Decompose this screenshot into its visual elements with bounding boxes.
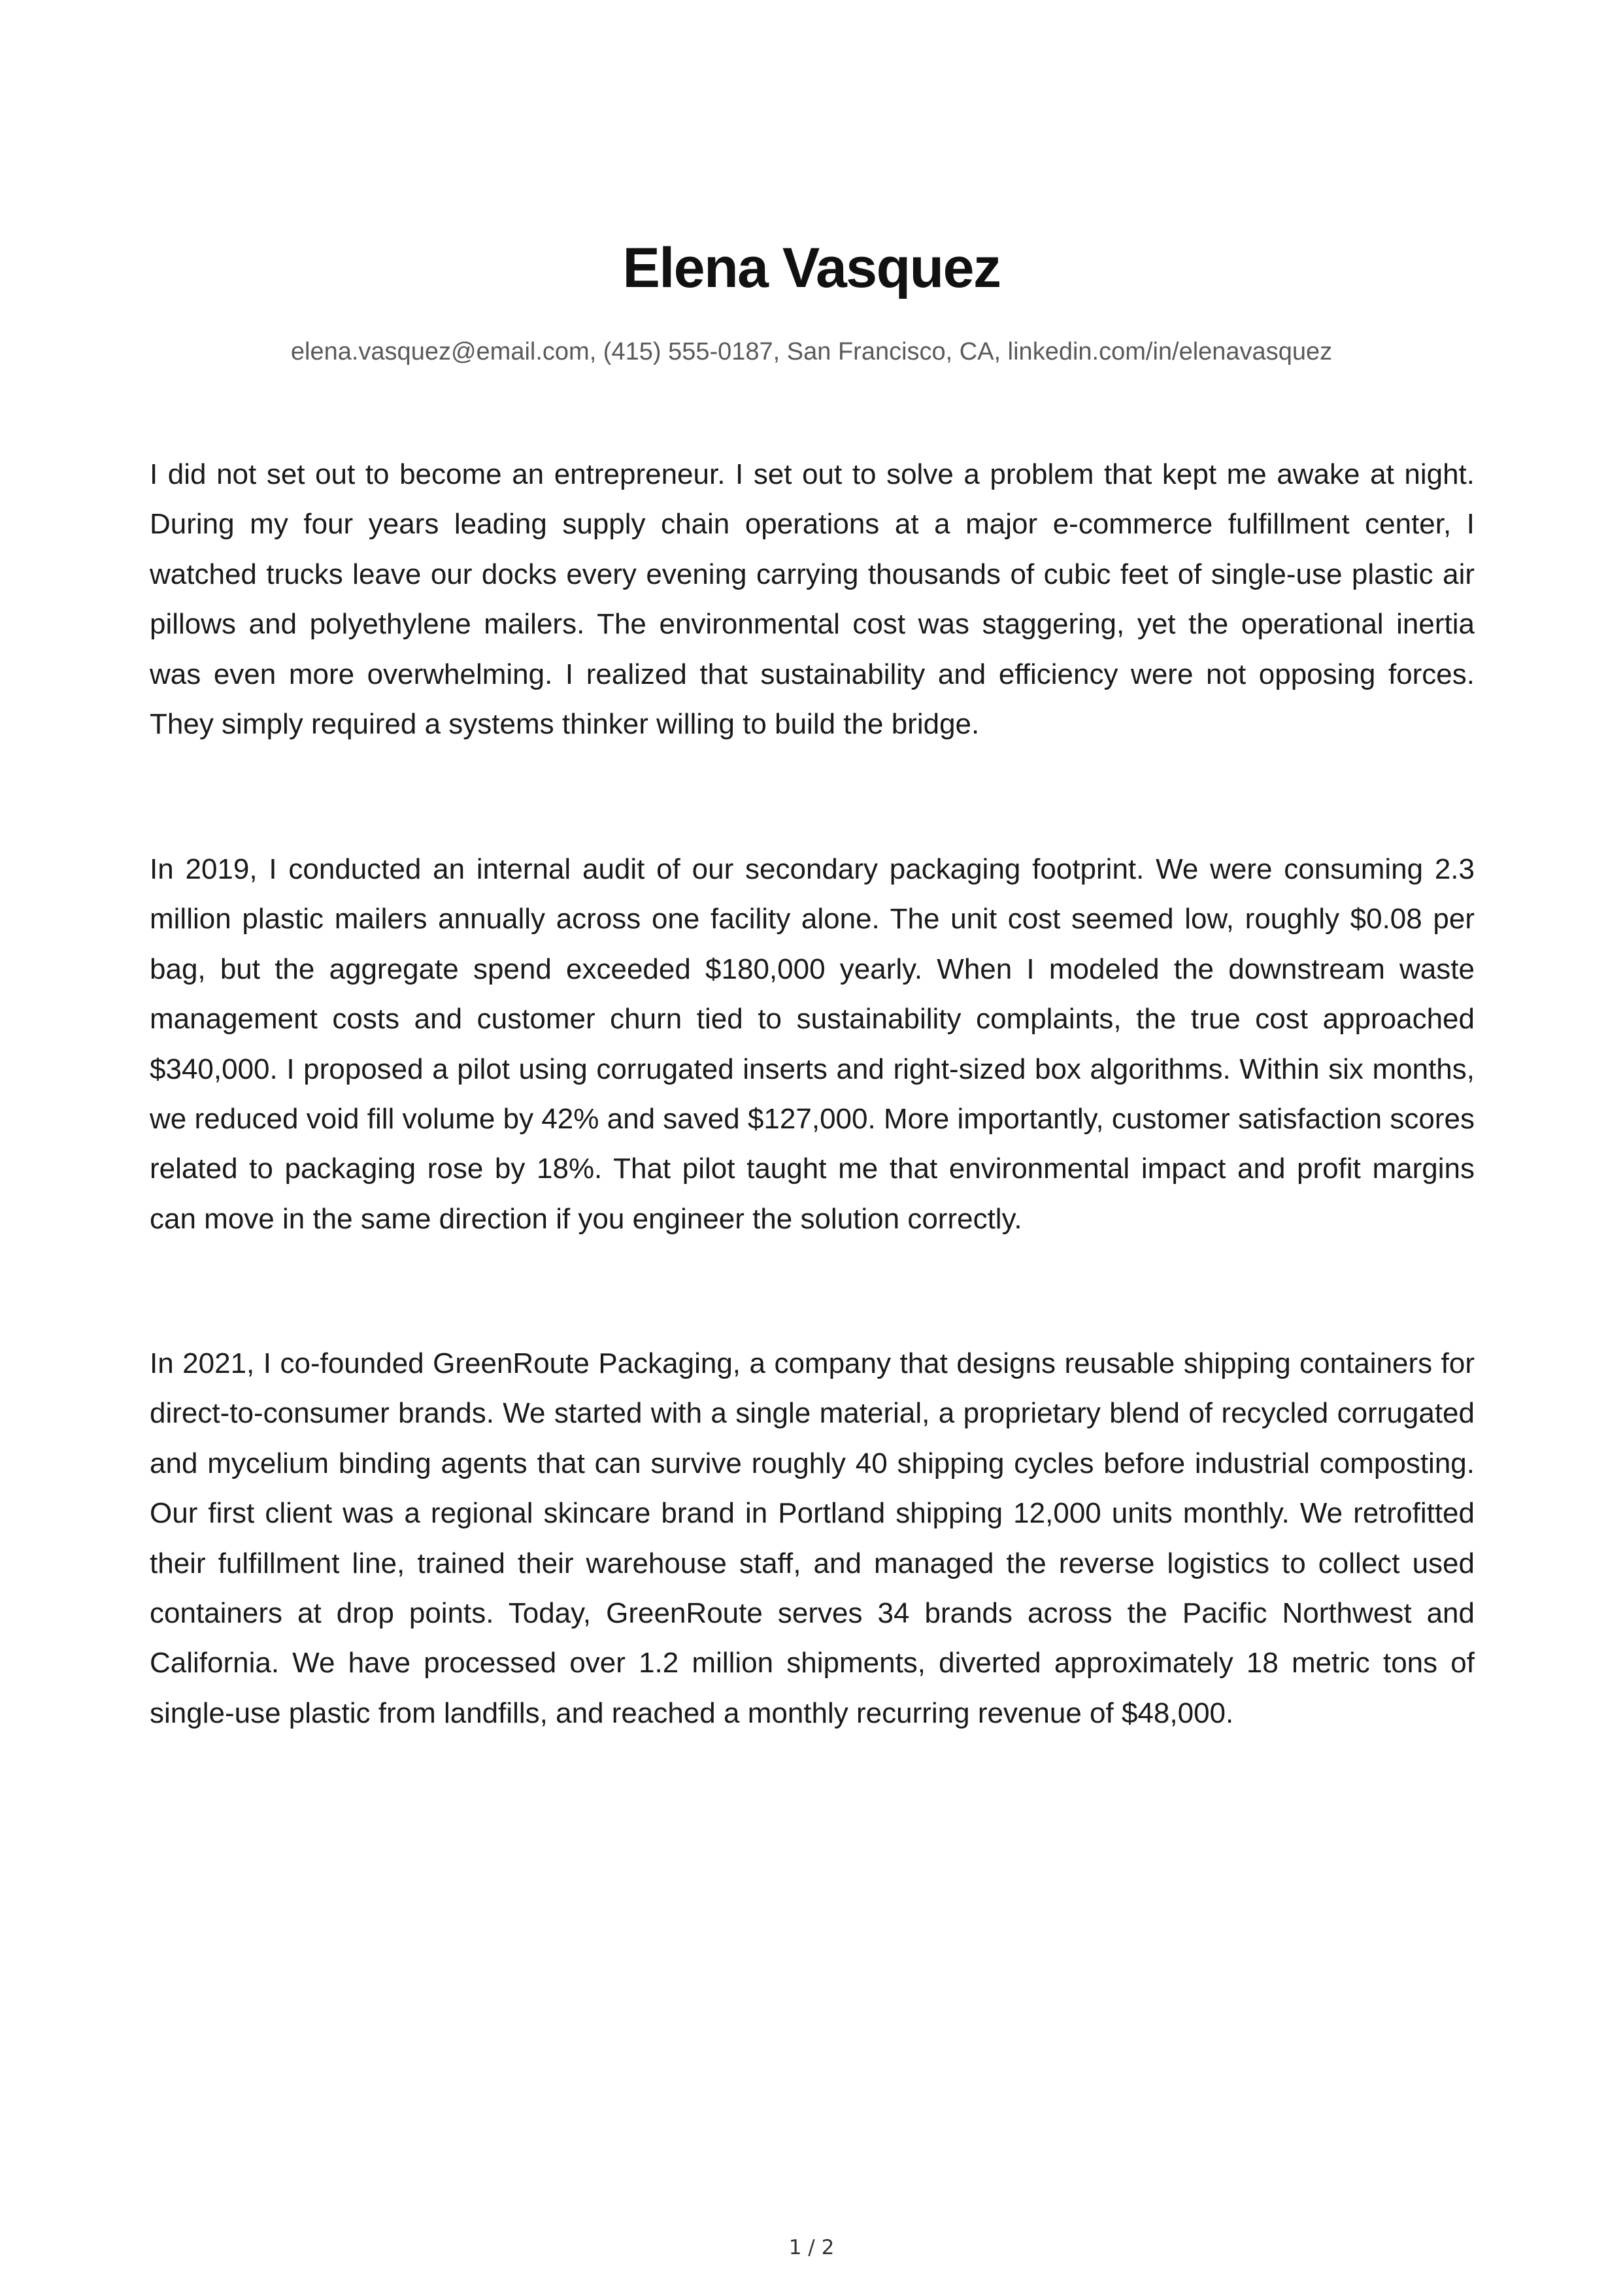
paragraph-2: In 2019, I conducted an internal audit of our secondary packaging footprint. We were consuming 2.3 million plastic mailers annually across one facility alone. The unit cost seemed low, roughly $0.08 per bag, but the aggregate spend exceeded $180,000 yearly. When I modeled the downstream waste management costs and customer churn tied to sustainability complaints, the true cost approached $340,000. I proposed a pilot using corrugated inserts and right-sized box algorithms. Within six months, we reduced void fill volume by 42% and saved $127,000. More importantly, customer satisfaction scores related to packaging rose by 18%. That pilot taught me that environmental impact and profit margins can move in the same direction if you engineer the solution correctly. xyxy=(150,853,1475,1235)
contact-info: elena.vasquez@email.com, (415) 555-0187, San Francisco, CA, linkedin.com/in/elenavasquez xyxy=(290,338,1333,365)
page-number: 1 / 2 xyxy=(788,2236,835,2259)
author-name: Elena Vasquez xyxy=(622,237,1001,299)
paragraph-1: I did not set out to become an entrepreneur. I set out to solve a problem that kept me awake at night. During my four years leading supply chain operations at a major e-commerce fulfillment center, I watched trucks leave our docks every evening carrying thousands of cubic feet of single-use plastic air pillows and polyethylene mailers. The environmental cost was staggering, yet the operational inertia was even more overwhelming. I realized that sustainability and efficiency were not opposing forces. They simply required a systems thinker willing to build the bridge. xyxy=(150,458,1475,741)
paragraph-3: In 2021, I co-founded GreenRoute Packaging, a company that designs reusable shipping containers for direct-to-consumer brands. We started with a single material, a proprietary blend of recycled corrugated and mycelium binding agents that can survive roughly 40 shipping cycles before industrial composting. Our first client was a regional skincare brand in Portland shipping 12,000 units monthly. We retrofitted their fulfillment line, trained their warehouse staff, and managed the reverse logistics to collect used containers at drop points. Today, GreenRoute serves 34 brands across the Pacific Northwest and California. We have processed over 1.2 million shipments, diverted approximately 18 metric tons of single-use plastic from landfills, and reached a monthly recurring revenue of $48,000. xyxy=(150,1347,1475,1729)
